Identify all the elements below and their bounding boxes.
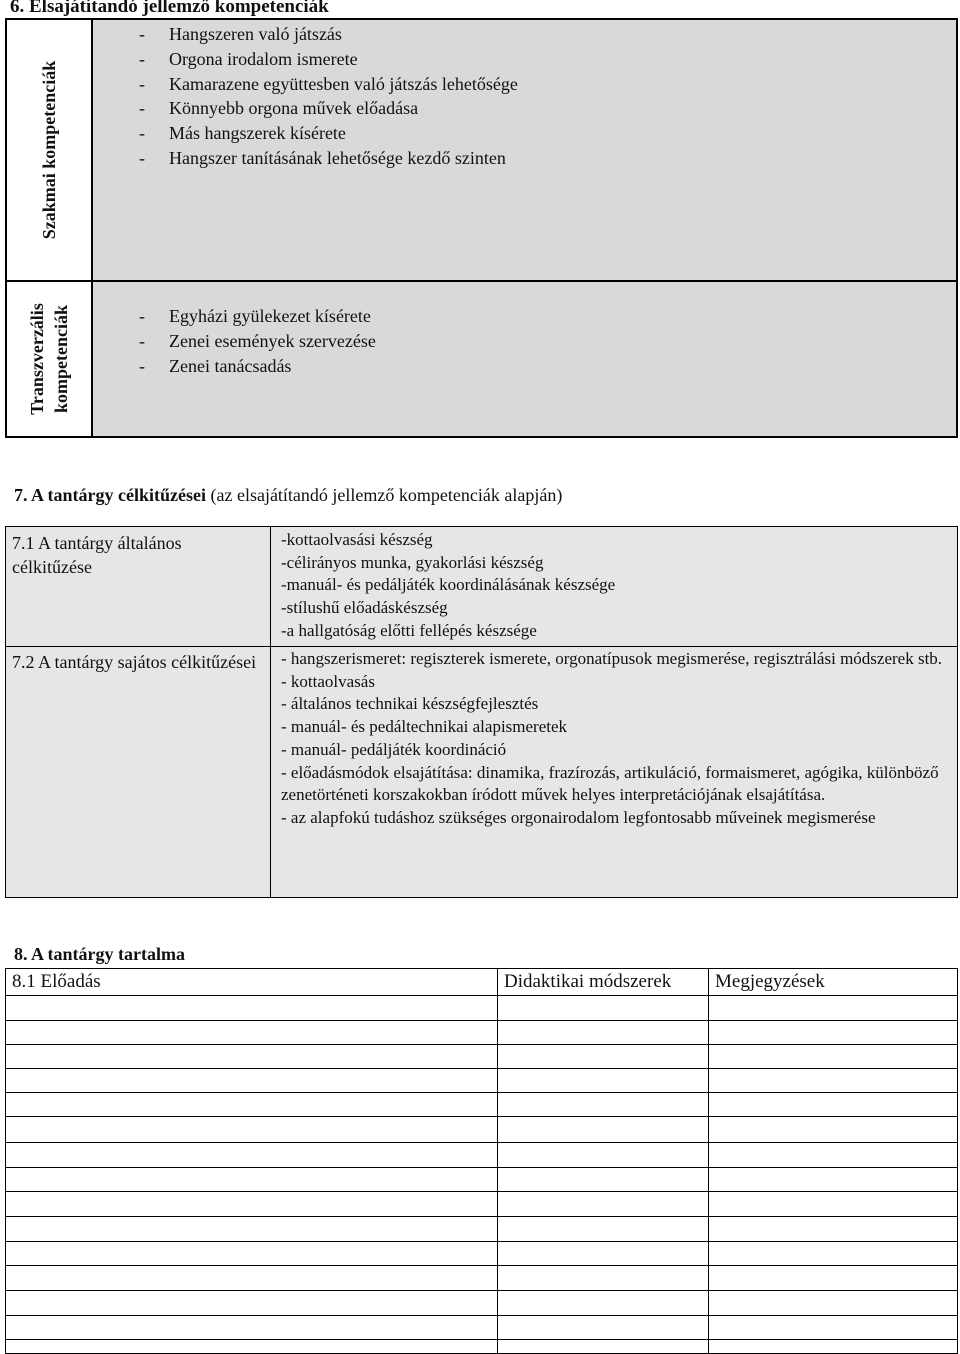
transversal-competencies-label: Transzverzális kompetenciák — [27, 303, 71, 415]
table-row — [6, 1117, 957, 1143]
transversal-competencies-list — [139, 304, 376, 378]
section7-heading — [14, 485, 562, 506]
list-item: -célirányos munka, gyakorlási készség — [281, 552, 544, 572]
list-item: -stílushű előadáskészség — [281, 598, 448, 618]
list-item: - Zenei tanácsadás — [139, 355, 292, 376]
table-row — [6, 1069, 957, 1093]
professional-competencies-row — [7, 20, 956, 282]
column-header-notes: Megjegyzések — [715, 971, 825, 992]
professional-competencies-label-cell — [7, 20, 93, 280]
column-header-didactic-methods: Didaktikai módszerek — [504, 971, 672, 992]
table-row — [6, 1266, 957, 1291]
list-item: - kottaolvasás — [281, 671, 375, 691]
professional-competencies-list — [139, 22, 518, 171]
list-item: -manuál- és pedáljáték koordinálásának készsége — [281, 575, 616, 595]
table-row — [6, 1045, 957, 1069]
list-item: - az alapfokú tudáshoz szükséges orgonairodalom legfontosabb műveinek megismerése — [281, 807, 876, 827]
transversal-competencies-body — [93, 282, 956, 436]
table-row — [6, 1168, 957, 1192]
table-row — [6, 1217, 957, 1242]
transversal-competencies-label-cell — [7, 282, 93, 436]
section7-title: 7. A tantárgy célkitűzései — [14, 485, 206, 505]
transversal-competencies-row — [7, 282, 956, 436]
objectives-table — [5, 526, 958, 898]
table-row — [6, 1093, 957, 1117]
section6-heading — [10, 0, 329, 18]
professional-competencies-body — [93, 20, 956, 280]
general-objective-content — [271, 527, 957, 646]
table-row — [6, 1192, 957, 1217]
general-objective-row — [6, 527, 957, 647]
list-item: - általános technikai készségfejlesztés — [281, 694, 539, 714]
specific-objectives-label: 7.2 A tantárgy sajátos célkitűzései — [6, 646, 271, 897]
content-table — [5, 968, 958, 1354]
table-row — [6, 1021, 957, 1045]
list-item: - előadásmódok elsajátítása: dinamika, frazírozás, artikuláció, formaismeret, agógika, különböző zenetörténeti korszakokban íródott művek helyes interpretációjának elsajátítása. — [281, 762, 939, 805]
list-item: - Orgona irodalom ismerete — [139, 48, 358, 69]
list-item: - Más hangszerek kísérete — [139, 123, 346, 144]
table-header-row — [6, 969, 957, 996]
general-objective-label: 7.1 A tantárgy általános célkitűzése — [6, 527, 271, 646]
table-row — [6, 1143, 957, 1168]
section6-title: Elsajátítandó jellemző kompetenciák — [29, 0, 329, 17]
list-item: - hangszerismeret: regiszterek ismerete, orgonatípusok megismerése, regisztrálási módszerek stb. — [281, 649, 943, 668]
professional-competencies-label: Szakmai kompetenciák — [39, 60, 59, 240]
section8-heading: 8. A tantárgy tartalma — [14, 944, 185, 964]
table-row — [6, 1291, 957, 1316]
specific-objectives-row — [6, 646, 957, 897]
list-item: - Hangszer tanításának lehetősége kezdő szinten — [139, 147, 506, 168]
specific-objectives-content — [271, 646, 957, 897]
section6-number: 6. — [10, 0, 25, 17]
table-row — [6, 996, 957, 1021]
column-header-lecture: 8.1 Előadás — [12, 971, 101, 992]
list-item: - Egyházi gyülekezet kísérete — [139, 306, 371, 326]
table-row — [6, 1316, 957, 1340]
section7-subtitle: (az elsajátítandó jellemző kompetenciák alapján) — [205, 485, 563, 505]
competency-table — [5, 18, 958, 438]
list-item: - Zenei események szervezése — [139, 330, 376, 351]
list-item: - Könnyebb orgona művek előadása — [139, 98, 419, 119]
list-item: - Hangszeren való játszás — [139, 24, 342, 44]
list-item: -kottaolvasási készség — [281, 530, 433, 549]
list-item: - manuál- pedáljáték koordináció — [281, 739, 507, 759]
list-item: - manuál- és pedáltechnikai alapismeretek — [281, 717, 568, 737]
list-item: - Kamarazene együttesben való játszás lehetősége — [139, 73, 518, 94]
list-item: -a hallgatóság előtti fellépés készsége — [281, 620, 537, 640]
table-row — [6, 1242, 957, 1266]
